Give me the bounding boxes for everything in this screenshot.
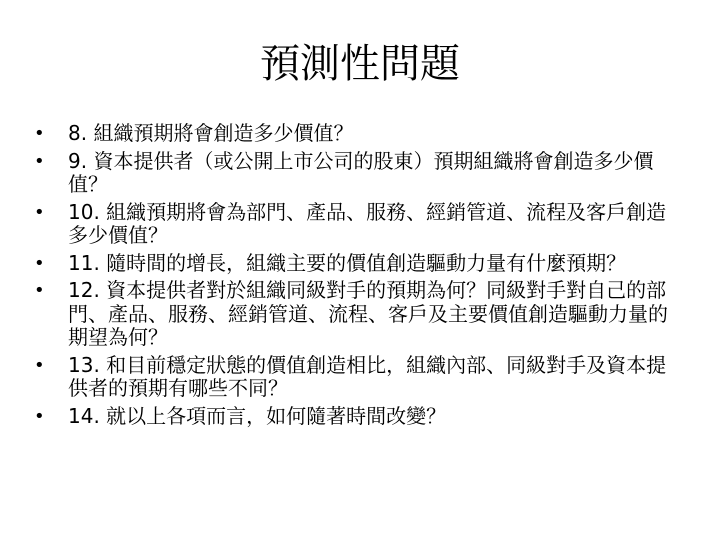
bullet-text: 9. 資本提供者（或公開上市公司的股東）預期組織將會創造多少價值？ [68, 148, 654, 196]
bullet-item [28, 405, 678, 429]
bullet-text: 12. 資本提供者對於組織同級對手的預期為何？同級對手對自己的部門、產品、服務、經銷管道、流程、客戶及主要價值創造驅動力量的期望為何？ [68, 278, 668, 349]
bullet-item [28, 150, 678, 197]
bullet-list [28, 122, 678, 432]
bullet-text: 13. 和目前穩定狀態的價值創造相比，組織內部、同級對手及資本提供者的預期有哪些不同？ [68, 352, 667, 400]
bullet-dot-icon: • [34, 354, 45, 376]
bullet-text: 10. 組織預期將會為部門、產品、服務、經銷管道、流程及客戶創造多少價值？ [68, 199, 667, 247]
bullet-item [28, 252, 678, 276]
bullet-text: 8. 組織預期將會創造多少價值？ [68, 121, 354, 145]
bullet-dot-icon: • [34, 123, 45, 144]
bullet-dot-icon: • [34, 252, 45, 274]
bullet-dot-icon: • [34, 150, 45, 172]
slide-title: 預測性問題 [260, 41, 460, 87]
bullet-item [28, 122, 678, 146]
bullet-text: 14. 就以上各項而言，如何隨著時間改變？ [68, 403, 447, 428]
bullet-text: 11. 隨時間的增長，組織主要的價值創造驅動力量有什麼預期？ [68, 250, 627, 275]
bullet-item [28, 201, 678, 248]
bullet-dot-icon: • [34, 201, 45, 223]
bullet-dot-icon: • [34, 405, 45, 427]
bullet-item [28, 279, 678, 350]
bullet-dot-icon: • [34, 280, 45, 301]
bullet-item [28, 354, 678, 401]
